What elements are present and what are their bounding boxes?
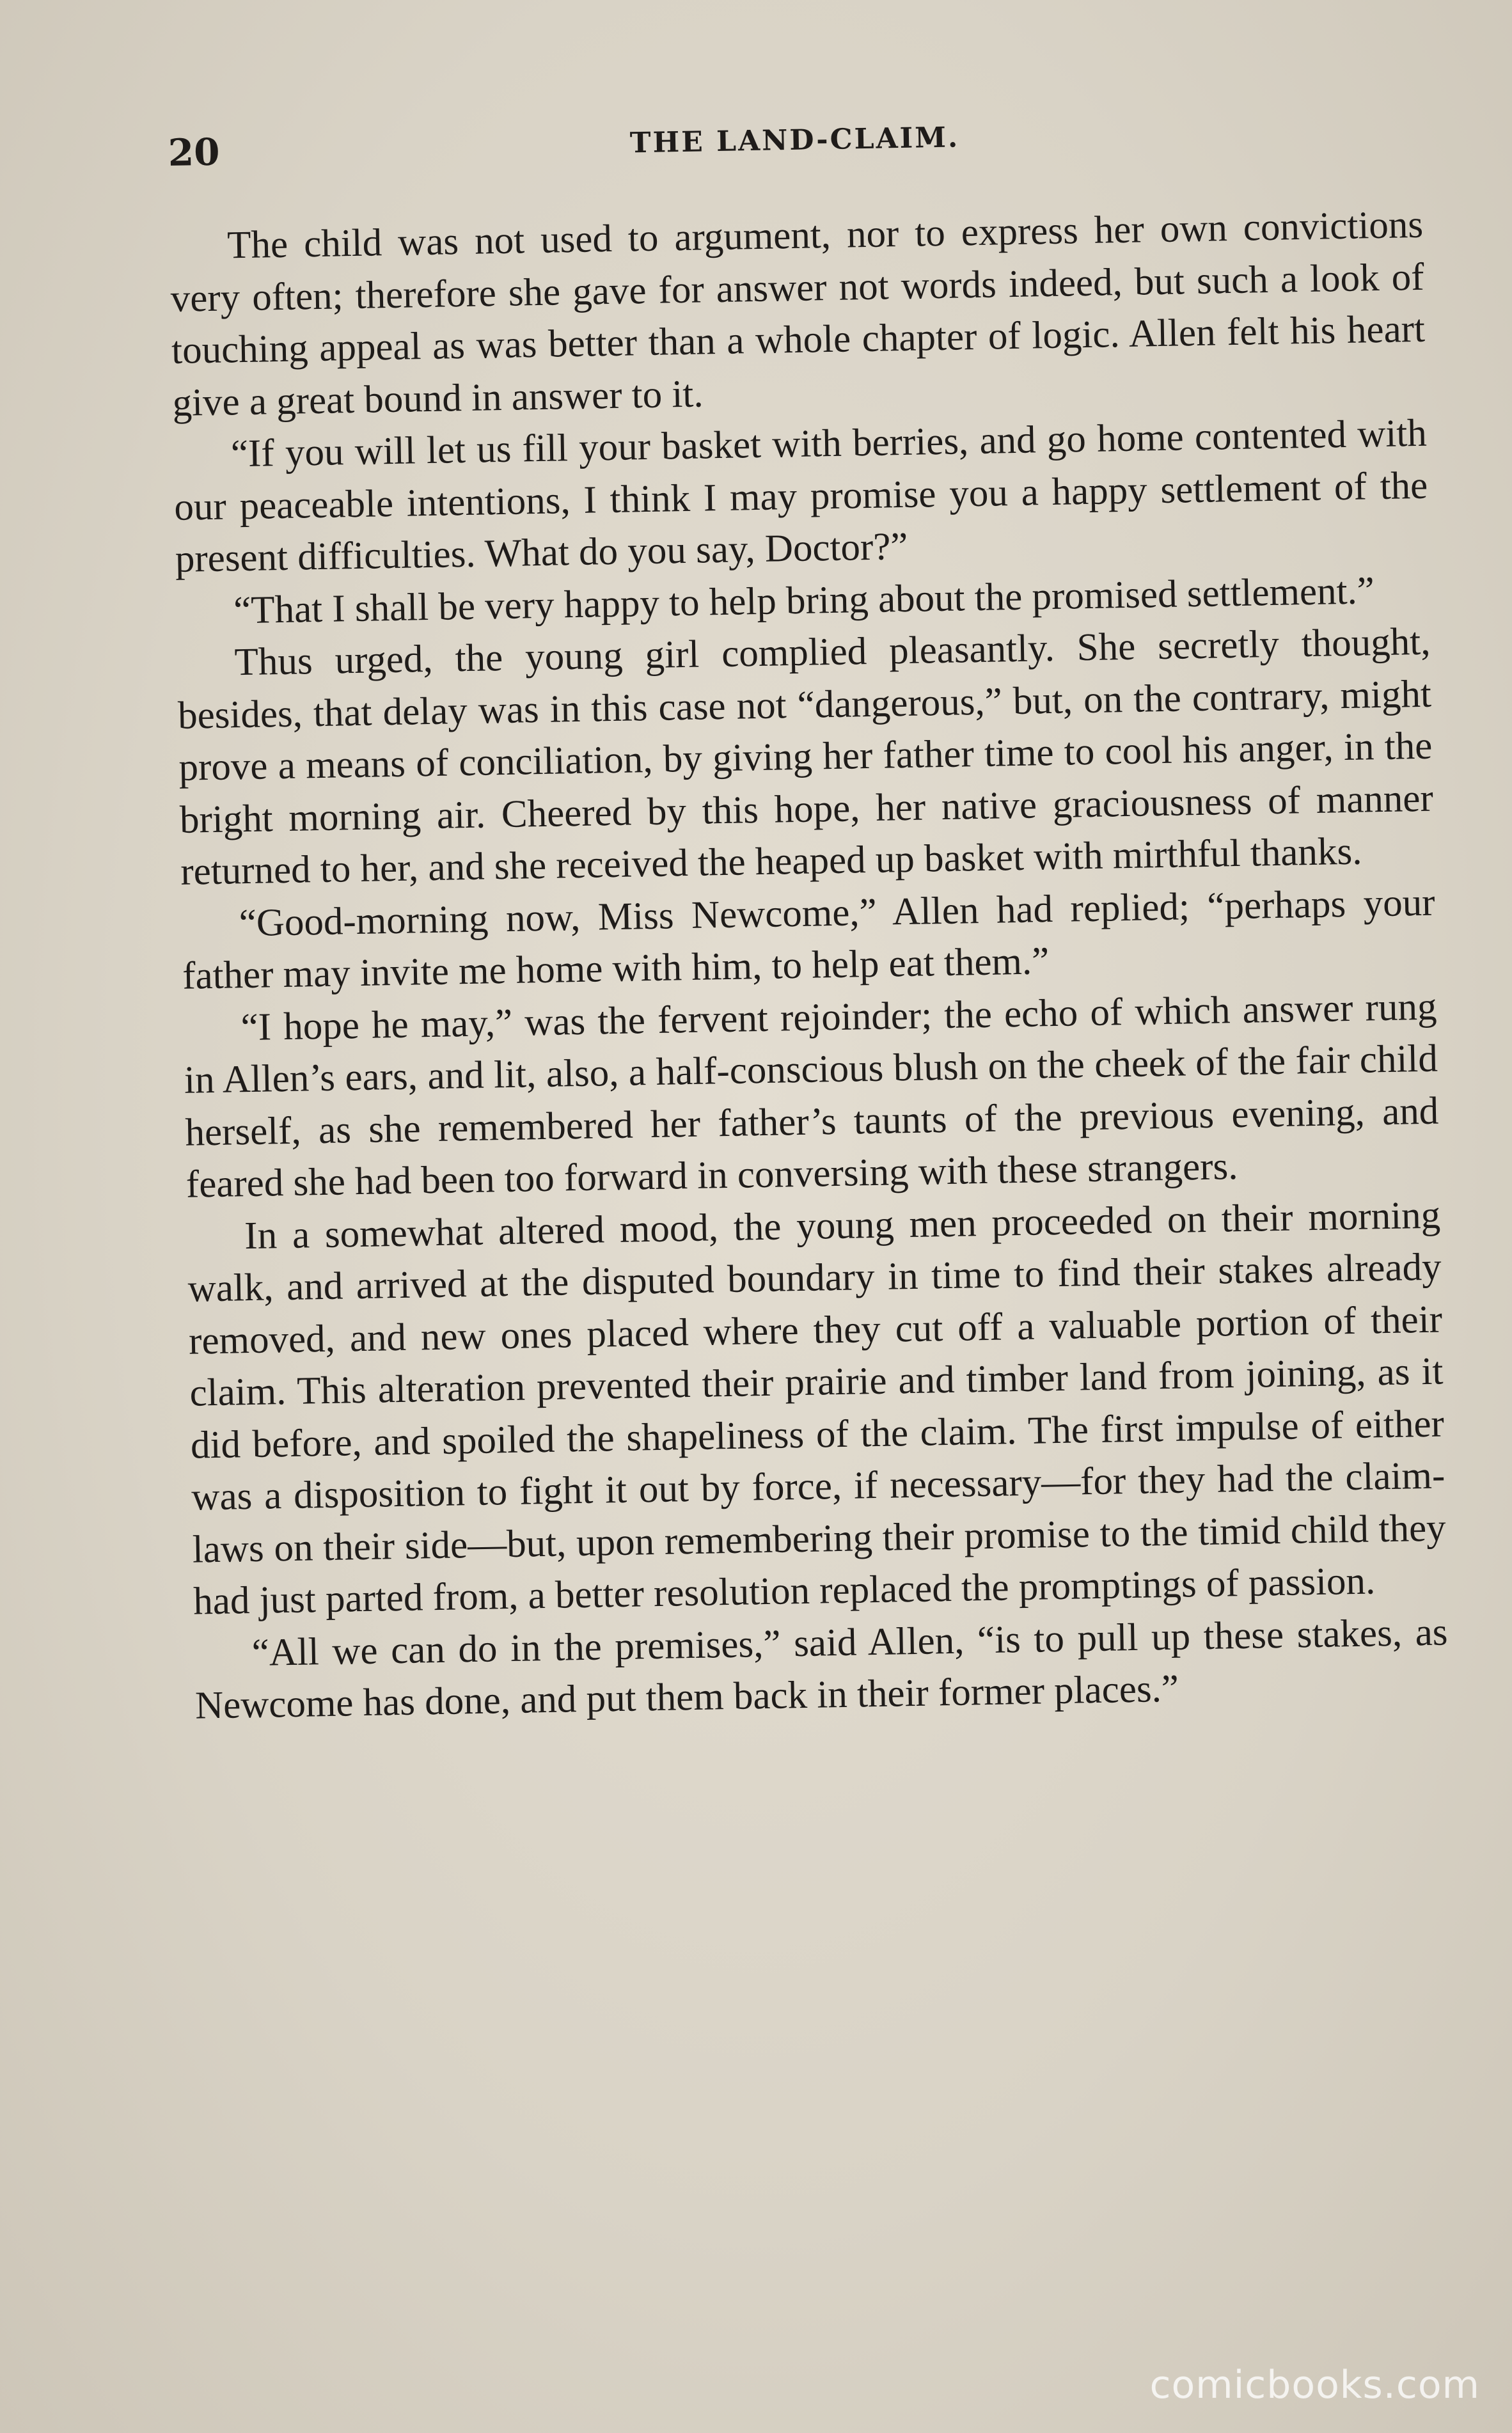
running-head — [168, 103, 1422, 189]
paragraph-5: “Good-morning now, Miss Newcome,” Allen had replied; “perhaps your father may invite me home with him, to help eat them.” — [182, 881, 1436, 998]
paragraph-2: “If you will let us fill your basket with berries, and go home contented with our peaceable intentions, I think I may promise you a happy settlement of the present difficulties. What do you say, Doctor?” — [173, 411, 1428, 581]
paragraph-6: “I hope he may,” was the fervent rejoinder; the echo of which answer rung in Allen’s ears, and lit, also, a half-conscious blush on the cheek of the fair child herself, as she remembered her father’s taunts of the previous evening, and feared she had been too forward in conversing with these strangers. — [184, 985, 1439, 1206]
paragraph-3: “That I shall be very happy to help bring about the promised settlement.” — [233, 569, 1375, 632]
paragraph-7: In a somewhat altered mood, the young men proceeded on their morning walk, and arrived at the disputed boundary in time to find their stakes already removed, and new ones placed where they cut off a valuable portion of their claim. This alteration prevented their prairie and timber land from joining, as it did before, and spoiled the shapeliness of the claim. The first impulse of either was a disposition to fight it out by force, if necessary—for they had the claim-laws on their side—but, upon remembering their promise to the timid child they had just parted from, a better resolution replaced the promptings of passion. — [187, 1193, 1447, 1623]
paragraph-8: “All we can do in the premises,” said Allen, “is to pull up these stakes, as Newcome has done, and put them back in their former places.” — [194, 1610, 1449, 1728]
body-text — [169, 199, 1449, 1732]
page-number: 20 — [168, 130, 221, 175]
page-content — [168, 103, 1449, 1732]
paragraph-4: Thus urged, the young girl complied pleasantly. She secretly thought, besides, that delay was in this case not “dangerous,” but, on the contrary, might prove a means of conciliation, by giving her father time to cool his anger, in the bright morning air. Cheered by this hope, her native graciousness of manner returned to her, and she received the heaped up basket with mirthful thanks. — [177, 620, 1434, 894]
watermark: comicbooks.com — [1149, 2363, 1480, 2407]
paragraph-1: The child was not used to argument, nor to express her own convictions very often; therefore she gave for answer not words indeed, but such a look of touching appeal as was better than a whole chapter of logic. Allen felt his heart give a great bound in answer to it. — [170, 203, 1426, 425]
running-title: THE LAND-CLAIM. — [629, 121, 960, 160]
